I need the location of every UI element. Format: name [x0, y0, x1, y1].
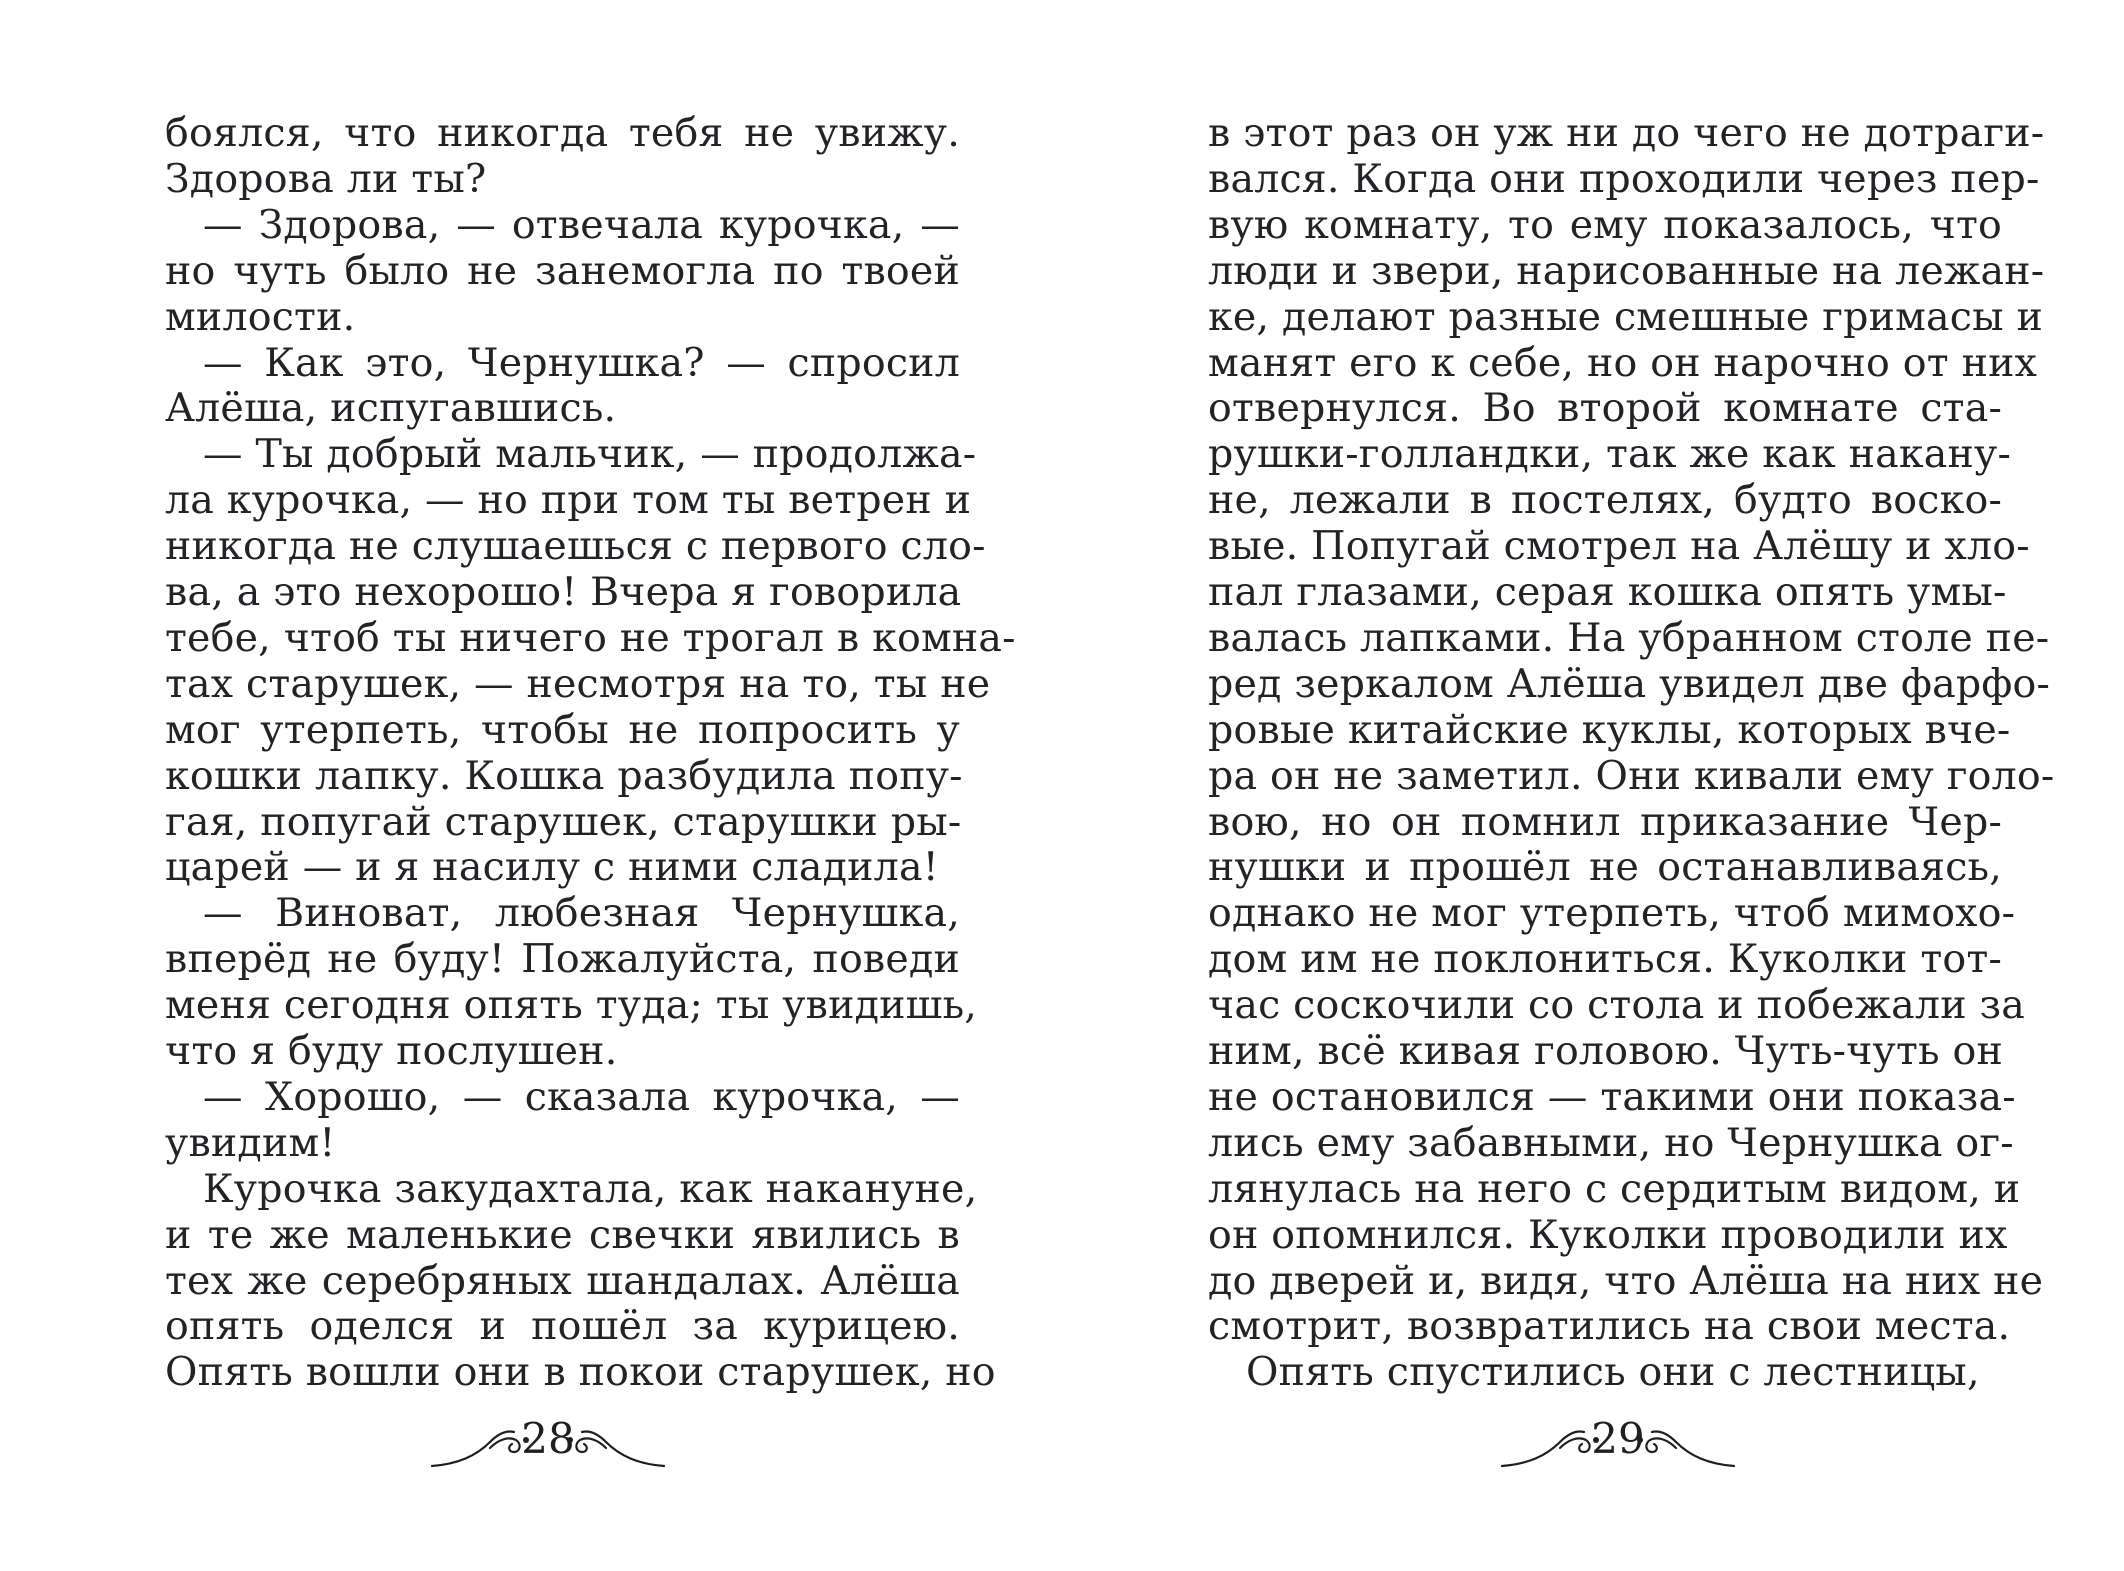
- text-line: люди и звери, нарисованные на лежан-: [1208, 248, 2045, 294]
- text-line: не, лежали в постелях, будто воско-: [1208, 477, 2002, 523]
- text-line: ним, всё кивая головою. Чуть-чуть он: [1208, 1028, 2003, 1074]
- text-line: лись ему забавными, но Чернушка ог-: [1208, 1120, 2014, 1166]
- text-line: Алёша, испугавшись.: [165, 385, 617, 431]
- text-line: не остановился — такими они показа-: [1208, 1074, 2016, 1120]
- text-line: рушки-голландки, так же как накану-: [1208, 431, 2012, 477]
- text-line: опять оделся и пошёл за курицею.: [165, 1303, 960, 1349]
- text-line: милости.: [165, 294, 356, 340]
- text-line: Здорова ли ты?: [165, 156, 487, 202]
- text-line: отвернулся. Во второй комнате ста-: [1208, 385, 2002, 431]
- text-line: — Хорошо, — сказала курочка, —: [203, 1074, 960, 1120]
- text-line: дом им не поклониться. Куколки тот-: [1208, 936, 2002, 982]
- text-line: валась лапками. На убранном столе пе-: [1208, 615, 2050, 661]
- text-line: ра он не заметил. Они кивали ему голо-: [1208, 753, 2055, 799]
- text-line: он опомнился. Куколки проводили их: [1208, 1212, 2008, 1258]
- text-line: вою, но он помнил приказание Чер-: [1208, 799, 2002, 845]
- text-line: никогда не слушаешься с первого сло-: [165, 523, 986, 569]
- text-line: вался. Когда они проходили через пер-: [1208, 156, 2040, 202]
- text-line: царей — и я насилу с ними сладила!: [165, 844, 939, 890]
- text-line: — Здорова, — отвечала курочка, —: [203, 202, 960, 248]
- text-line: тебе, чтоб ты ничего не трогал в комна-: [165, 615, 1016, 661]
- text-line: боялся, что никогда тебя не увижу.: [165, 110, 960, 156]
- text-line: ред зеркалом Алёша увидел две фарфо-: [1208, 661, 2050, 707]
- text-line: ке, делают разные смешные гримасы и: [1208, 294, 2044, 340]
- text-line: Опять вошли они в покои старушек, но: [165, 1349, 996, 1395]
- text-line: тех же серебряных шандалах. Алёша: [165, 1258, 960, 1304]
- page-number: 29: [1591, 1414, 1645, 1463]
- text-line: нушки и прошёл не останавливаясь,: [1208, 844, 2002, 890]
- left-folio: [428, 1410, 668, 1470]
- text-line: ва, а это нехорошо! Вчера я говорила: [165, 569, 962, 615]
- text-line: и те же маленькие свечки явились в: [165, 1212, 960, 1258]
- page-number: 28: [521, 1414, 575, 1463]
- text-line: меня сегодня опять туда; ты увидишь,: [165, 982, 978, 1028]
- text-line: час соскочили со стола и побежали за: [1208, 982, 2025, 1028]
- text-line: кошки лапку. Кошка разбудила попу-: [165, 753, 963, 799]
- text-line: но чуть было не занемогла по твоей: [165, 248, 960, 294]
- right-page: [1062, 0, 2124, 1571]
- text-line: вую комнату, то ему показалось, что: [1208, 202, 2002, 248]
- text-line: вперёд не буду! Пожалуйста, поведи: [165, 936, 960, 982]
- text-line: ровые китайские куклы, которых вче-: [1208, 707, 2011, 753]
- text-line: пал глазами, серая кошка опять умы-: [1208, 569, 2007, 615]
- text-line: что я буду послушен.: [165, 1028, 618, 1074]
- text-line: манят его к себе, но он нарочно от них: [1208, 340, 2038, 386]
- text-line: тах старушек, — несмотря на то, ты не: [165, 661, 991, 707]
- text-line: — Ты добрый мальчик, — продолжа-: [203, 431, 977, 477]
- text-line: лянулась на него с сердитым видом, и: [1208, 1166, 2021, 1212]
- text-line: Курочка закудахтала, как накануне,: [203, 1166, 978, 1212]
- right-folio: [1498, 1410, 1738, 1470]
- text-line: — Как это, Чернушка? — спросил: [203, 340, 960, 386]
- text-line: однако не мог утерпеть, чтоб мимохо-: [1208, 890, 2016, 936]
- text-line: вые. Попугай смотрел на Алёшу и хло-: [1208, 523, 2030, 569]
- text-line: смотрит, возвратились на свои места.: [1208, 1303, 2011, 1349]
- text-line: в этот раз он уж ни до чего не дотраги-: [1208, 110, 2045, 156]
- text-line: гая, попугай старушек, старушки ры-: [165, 799, 962, 845]
- text-line: увидим!: [165, 1120, 336, 1166]
- text-line: мог утерпеть, чтобы не попросить у: [165, 707, 960, 753]
- text-line: до дверей и, видя, что Алёша на них не: [1208, 1258, 2044, 1304]
- text-line: ла курочка, — но при том ты ветрен и: [165, 477, 972, 523]
- text-line: Опять спустились они с лестницы,: [1246, 1349, 1980, 1395]
- text-line: — Виноват, любезная Чернушка,: [203, 890, 960, 936]
